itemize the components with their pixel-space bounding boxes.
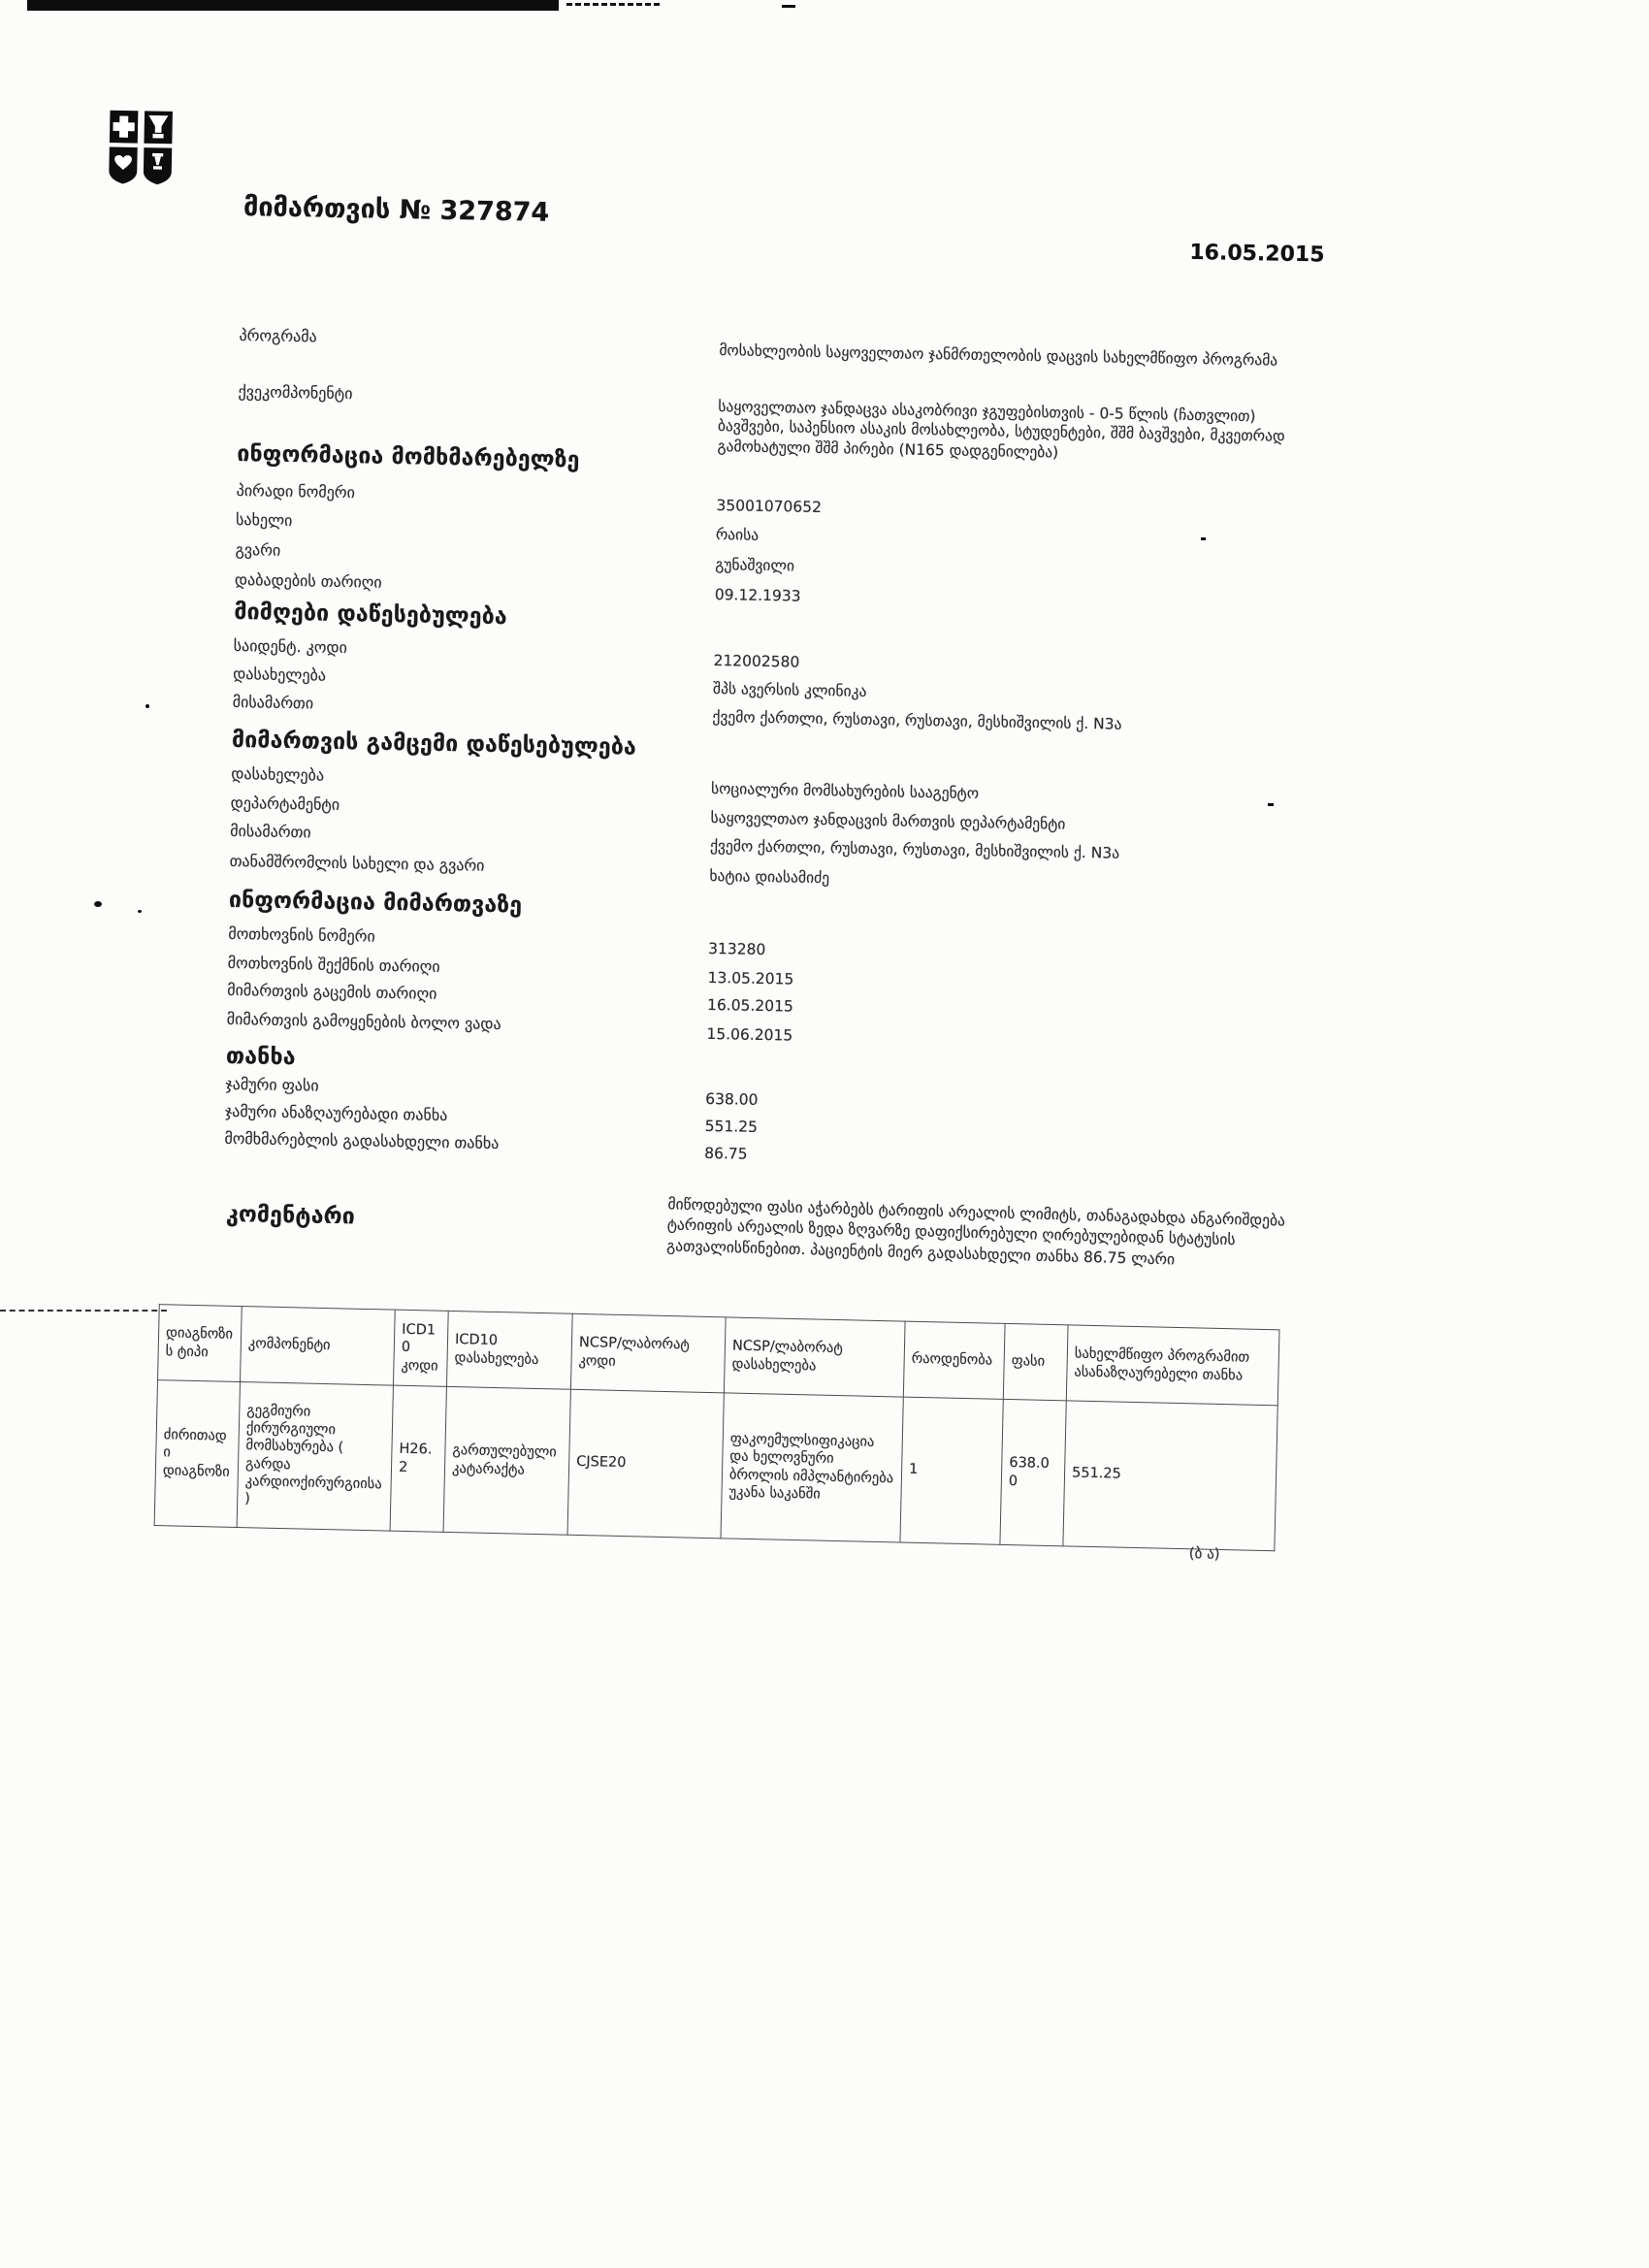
section-heading-referral: ინფორმაცია მიმართვაზე (228, 887, 523, 919)
section-heading-consumer: ინფორმაცია მომხმარებელზე (237, 440, 580, 473)
first-name-value: რაისა (715, 526, 760, 544)
program-value: მოსახლეობის საყოველთაო ჯანმრთელობის დაცვის სახელმწიფო პროგრამა (719, 341, 1278, 370)
total-price-field (0, 1070, 1632, 1109)
services-table-cell: ფაკოემულსიფიკაცია და ხელოვნური ბროლის იმპლანტირება უკანა საკანში (721, 1393, 903, 1542)
services-table-header-cell: კომპონენტი (241, 1307, 396, 1386)
footnote: (ბ ა) (1188, 1544, 1220, 1563)
program-label: პროგრამა (239, 325, 317, 346)
issuer-department-value: საყოველთაო ჯანდაცვის მართვის დეპარტამენტი (710, 808, 1066, 833)
receiver-address-label: მისამართი (232, 692, 314, 713)
program-field (0, 321, 1646, 370)
services-table-header-cell: ფასი (1003, 1323, 1068, 1400)
request-number-value: 313280 (707, 939, 766, 959)
section-heading-amount: თანხა (225, 1043, 296, 1071)
agency-emblem-icon (106, 108, 177, 186)
services-table-row (154, 1380, 1277, 1551)
services-table-cell: H26.2 (390, 1385, 446, 1532)
receiver-id-label: საიდენტ. კოდი (233, 635, 348, 658)
section-heading-issuer: მიმართვის გამცემი დაწესებულება (231, 727, 637, 761)
services-table-cell: 638.00 (1000, 1399, 1066, 1545)
personal-number-label: პირადი ნომერი (236, 480, 355, 502)
scan-artifact-top-dashes (566, 3, 660, 6)
referral-issued-label: მიმართვის გაცემის თარიღი (227, 980, 437, 1003)
services-table-header-cell: ICD10 დასახელება (446, 1311, 572, 1389)
total-price-label: ჯამური ფასი (225, 1074, 319, 1095)
issuer-address-value: ქვემო ქართლი, რუსთავი, რუსთავი, მესხიშვილის ქ. N3ა (709, 836, 1120, 862)
services-table (154, 1304, 1280, 1551)
issue-date: 16.05.2015 (1189, 240, 1325, 268)
subcomponent-label: ქვეკომპონენტი (238, 381, 353, 404)
services-table-header-cell: NCSP/ლაბორატ კოდი (570, 1313, 726, 1393)
section-heading-comment: კომენტარი (225, 1201, 356, 1230)
subcomponent-value: საყოველთაო ჯანდაცვა ასაკობრივი ჯგუფებისთვის - 0-5 წლის (ჩათვლით) ბავშვები, საპენსიო ასაკის მოსახლეობა, სტუდენტები, შშმ ბავშვები, მკვეთრად გამოხატული შშმ პირები (N165 დადგენილება) (717, 398, 1285, 462)
page-title: მიმართვის № 327874 (242, 192, 550, 228)
first-name-label: სახელი (235, 509, 293, 531)
request-created-value: 13.05.2015 (707, 968, 794, 988)
personal-number-value: 35001070652 (716, 497, 823, 517)
referral-issued-value: 16.05.2015 (706, 995, 793, 1016)
request-created-label: მოთხოვნის შექმნის თარიღი (227, 953, 440, 976)
services-table-header-cell: NCSP/ლაბორატ დასახელება (724, 1317, 905, 1397)
services-table-cell: ძირითადი დიაგნოზი (154, 1380, 240, 1528)
services-table-header-cell: სახელმწიფო პროგრამით ასანაზღაურებელი თანხა (1066, 1325, 1279, 1406)
personal-number-field (0, 476, 1643, 517)
services-table-cell: გეგმიური ქირურგიული მომსახურება ( გარდა კარდიოქირურგიისა) (237, 1382, 393, 1532)
birth-date-label: დაბადების თარიღი (234, 569, 382, 592)
issuer-employee-value: ხატია დიასამიძე (709, 866, 830, 888)
services-table-cell: 1 (900, 1397, 1003, 1544)
last-name-value: გუნაშვილი (715, 556, 795, 575)
issuer-employee-label: თანამშრომლის სახელი და გვარი (229, 851, 485, 875)
issuer-name-label: დასახელება (231, 763, 325, 785)
services-table-header-cell: ICD10 კოდი (393, 1310, 448, 1386)
reimbursable-value: 551.25 (704, 1117, 759, 1136)
total-price-value: 638.00 (705, 1089, 759, 1109)
services-table-cell: CJSE20 (567, 1389, 724, 1539)
comment-text: მიწოდებული ფასი აჭარბებს ტარიფის არეალის ლიმიტს, თანაგადახდა ანგარიშდება ტარიფის არეალის ზედა ზღვარზე დაფიქსირებული ღირებულებიდან სტატუსის გათვალისწინებით. პაციენტის მიერ გადასახდელი თანხა 86.75 ლარი (666, 1195, 1286, 1269)
issuer-name-field (0, 760, 1637, 803)
request-number-label: მოთხოვნის ნომერი (228, 923, 375, 946)
services-table-header-cell: დიაგნოზის ტიპი (158, 1305, 242, 1382)
request-number-field (0, 920, 1634, 959)
referral-valid-until-label: მიმართვის გამოყენების ბოლო ვადა (226, 1009, 501, 1034)
receiver-name-value: შპს ავერსის კლინიკა (712, 679, 867, 700)
receiver-id-value: 212002580 (713, 652, 800, 671)
scan-artifact-speck (782, 5, 795, 8)
services-table-cell: გართულებული კატარაქტა (443, 1386, 570, 1535)
patient-payable-label: მომხმარებლის გადასახდელი თანხა (224, 1128, 500, 1153)
receiver-id-field (0, 632, 1640, 671)
issuer-department-label: დეპარტამენტი (230, 793, 340, 814)
section-heading-receiver: მიმღები დაწესებულება (234, 599, 508, 631)
reimbursable-label: ჯამური ანაზღაურებადი თანხა (224, 1101, 448, 1125)
services-table-cell: 551.25 (1063, 1401, 1277, 1551)
issuer-name-value: სოციალური მომსახურების სააგენტო (710, 779, 980, 803)
last-name-label: გვარი (235, 539, 281, 560)
referral-valid-until-value: 15.06.2015 (706, 1024, 793, 1045)
issuer-address-label: მისამართი (230, 821, 311, 842)
services-table-header-cell: რაოდენობა (903, 1321, 1005, 1399)
receiver-address-value: ქვემო ქართლი, რუსთავი, რუსთავი, მესხიშვილის ქ. N3ა (712, 707, 1122, 733)
birth-date-value: 09.12.1933 (714, 586, 801, 605)
receiver-name-label: დასახელება (233, 664, 327, 685)
patient-payable-value: 86.75 (704, 1144, 748, 1163)
